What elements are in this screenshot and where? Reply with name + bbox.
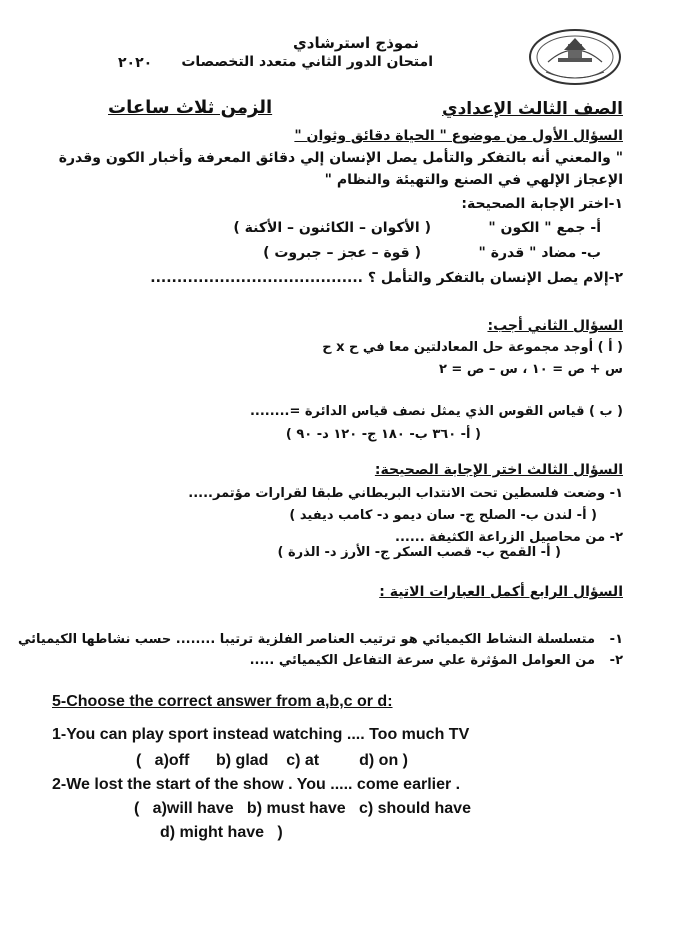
q5-title: 5-Choose the correct answer from a,b,c or d: bbox=[52, 693, 393, 710]
ministry-logo bbox=[528, 28, 622, 86]
q2-part-b-choices: ( أ- ٣٦٠ ب- ١٨٠ ج- ١٢٠ د- ٩٠ ) bbox=[285, 427, 481, 442]
q1-sub2: ٢-إلام يصل الإنسان بالتفكر والتأمل ؟ ........................................ bbox=[150, 270, 623, 286]
q4-item2-number: ٢- bbox=[609, 653, 623, 668]
q2-equations: س + ص = ١٠ ، س – ص = ٢ bbox=[438, 362, 623, 377]
exam-year: ٢٠٢٠ bbox=[118, 55, 153, 71]
q4-item1: متسلسلة النشاط الكيميائي هو ترتيب العناصر الفلزية ترتيبا ........ حسب نشاطها الكيميائي bbox=[18, 632, 595, 647]
q1-item-a-label: أ- جمع " الكون " bbox=[488, 220, 601, 236]
q1-item-a-choices: ( الأكوان – الكائنون – الأكنة ) bbox=[233, 220, 431, 236]
exam-title: امتحان الدور الثاني متعدد التخصصات bbox=[181, 54, 433, 70]
q3-item1: ١- وضعت فلسطين تحت الانتداب البريطاني طبقا لقرارات مؤتمر..... bbox=[188, 486, 623, 501]
q2-part-b: ( ب ) قياس القوس الذي يمثل نصف قياس الدائرة =........ bbox=[249, 404, 623, 419]
q5-q2-text: 2-We lost the start of the show . You ..... come earlier . bbox=[52, 776, 461, 793]
q1-sub1: ١-اختر الإجابة الصحيحة: bbox=[461, 196, 623, 212]
q2-part-a: ( أ ) أوجد مجموعة حل المعادلتين معا في ح x ح bbox=[322, 340, 623, 355]
time-label: الزمن ثلاث ساعات bbox=[108, 97, 273, 118]
q3-item1-choices: ( أ- لندن ب- الصلح ج- سان ديمو د- كامب ديفيد ) bbox=[289, 508, 597, 523]
q1-item-b-choices: ( قوة – عجز – جبروت ) bbox=[263, 245, 421, 261]
q3-item2-choices: ( أ- القمح ب- قصب السكر ج- الأرز د- الذرة ) bbox=[277, 545, 561, 560]
q5-q1-choices: ( a)off b) glad c) at d) on ) bbox=[136, 752, 408, 769]
q4-item2: من العوامل المؤثرة علي سرعة التفاعل الكيميائي ..... bbox=[249, 653, 595, 668]
q1-item-b-label: ب- مضاد " قدرة " bbox=[478, 245, 601, 261]
q4-title: السؤال الرابع أكمل العبارات الاتية : bbox=[379, 584, 623, 600]
q1-passage-line2: الإعجاز الإلهي في الصنع والتهيئة والنظام " bbox=[324, 172, 623, 188]
q5-q2-choices-line2: d) might have ) bbox=[160, 824, 283, 841]
q1-title: السؤال الأول من موضوع " الحياة دقائق وثوان " bbox=[294, 128, 623, 144]
q5-q2-choices-line1: ( a)will have b) must have c) should have bbox=[134, 800, 471, 817]
q3-title: السؤال الثالث اختر الإجابة الصحيحة: bbox=[374, 462, 623, 478]
q4-item1-number: ١- bbox=[609, 632, 623, 647]
grade-label: الصف الثالث الإعدادي bbox=[441, 99, 623, 119]
q5-q1-text: 1-You can play sport instead watching .... Too much TV bbox=[52, 726, 470, 743]
q2-title: السؤال الثاني أجب: bbox=[487, 318, 623, 334]
q3-item2: ٢- من محاصيل الزراعة الكثيفة ...... bbox=[395, 530, 623, 545]
q1-passage-line1: " والمعني أنه بالتفكر والتأمل يصل الإنسان إلي دقائق المعرفة وأخبار الكون وقدرة bbox=[58, 150, 623, 166]
model-title: نموذج استرشادي bbox=[293, 34, 419, 52]
